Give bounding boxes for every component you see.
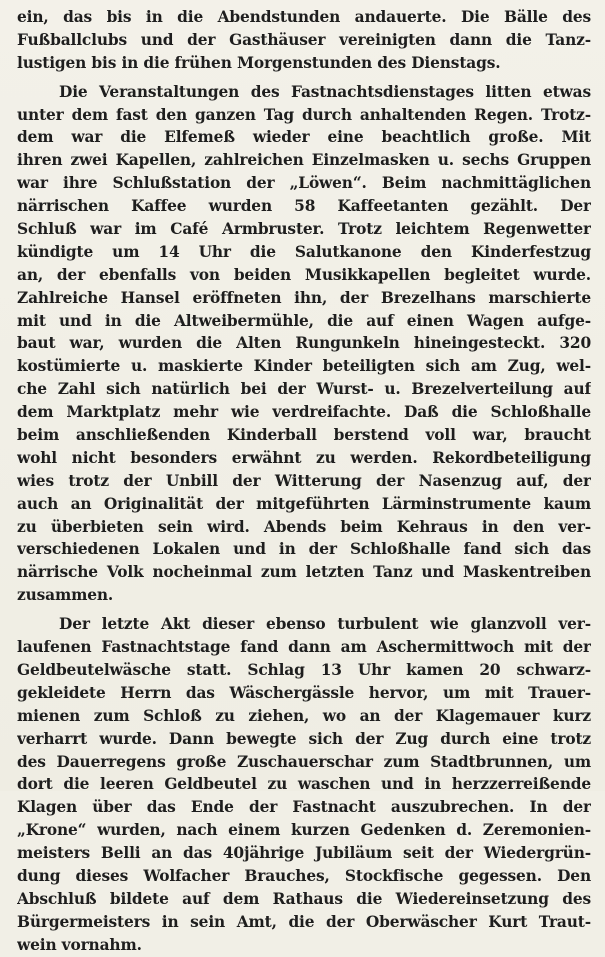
text-line: „Krone“ wurden, nach einem kurzen Gedenken d. Zeremonien- bbox=[17, 821, 591, 840]
text-line: dem Marktplatz mehr wie verdreifachte. Daß die Schloßhalle bbox=[17, 403, 591, 422]
text-line: war ihre Schlußstation der „Löwen“. Beim nachmittäglichen bbox=[17, 174, 591, 193]
text-line: lustigen bis in die frühen Morgenstunden des Dienstags. bbox=[17, 53, 501, 72]
text-line: verharrt wurde. Dann bewegte sich der Zug durch eine trotz bbox=[17, 729, 591, 748]
paragraph-2 bbox=[17, 81, 591, 607]
paragraph-1 bbox=[17, 6, 591, 75]
text-line: auch an Originalität der mitgeführten Lärminstrumente kaum bbox=[17, 494, 591, 513]
text-line: Klagen über das Ende der Fastnacht auszubrechen. In der bbox=[17, 798, 591, 817]
text-line: ein, das bis in die Abendstunden andauerte. Die Bälle des bbox=[17, 8, 591, 26]
text-line: mit und in die Altweibermühle, die auf einen Wagen aufge- bbox=[17, 311, 591, 330]
text-line: zusammen. bbox=[17, 586, 114, 605]
text-line: Geldbeutelwäsche statt. Schlag 13 Uhr kamen 20 schwarz- bbox=[17, 660, 591, 679]
paragraph-3 bbox=[17, 613, 591, 956]
text-line: laufenen Fastnachtstage fand dann am Aschermittwoch mit der bbox=[17, 638, 591, 657]
text-line: Der letzte Akt dieser ebenso turbulent wie glanzvoll ver- bbox=[59, 615, 591, 634]
text-line: Schluß war im Café Armbruster. Trotz leichtem Regenwetter bbox=[17, 220, 591, 239]
text-line: che Zahl sich natürlich bei der Wurst- u. Brezelverteilung auf bbox=[17, 380, 591, 399]
text-line: kostümierte u. maskierte Kinder beteiligten sich am Zug, wel- bbox=[17, 357, 591, 376]
text-line: des Dauerregens große Zuschauerschar zum Stadtbrunnen, um bbox=[17, 752, 591, 771]
text-line: mienen zum Schloß zu ziehen, wo an der Klagemauer kurz bbox=[17, 706, 591, 725]
text-line: Zahlreiche Hansel eröffneten ihn, der Brezelhans marschierte bbox=[17, 288, 591, 307]
text-line: wies trotz der Unbill der Witterung der Nasenzug auf, der bbox=[17, 471, 591, 490]
text-line: gekleidete Herrn das Wäschergässle hervor, um mit Trauer- bbox=[17, 683, 591, 702]
text-line: ihren zwei Kapellen, zahlreichen Einzelmasken u. sechs Gruppen bbox=[17, 151, 591, 170]
text-line: kündigte um 14 Uhr die Salutkanone den Kinderfestzug bbox=[17, 242, 591, 261]
text-line: meisters Belli an das 40jährige Jubiläum seit der Wiedergrün- bbox=[17, 844, 591, 863]
text-line: Die Veranstaltungen des Fastnachtsdienstages litten etwas bbox=[59, 82, 591, 101]
text-line: baut war, wurden die Alten Rungunkeln hineingesteckt. 320 bbox=[17, 334, 591, 353]
text-line: närrische Volk nocheinmal zum letzten Tanz und Maskentreiben bbox=[17, 563, 591, 582]
text-line: wohl nicht besonders erwähnt zu werden. Rekordbeteiligung bbox=[17, 448, 591, 467]
text-line: dort die leeren Geldbeutel zu waschen und in herzzerreißende bbox=[17, 775, 591, 794]
text-line: unter dem fast den ganzen Tag durch anhaltenden Regen. Trotz- bbox=[17, 105, 591, 124]
text-line: beim anschließenden Kinderball berstend voll war, braucht bbox=[17, 426, 591, 445]
text-line: dung dieses Wolfacher Brauches, Stockfische gegessen. Den bbox=[17, 866, 591, 885]
text-line: närrischen Kaffee wurden 58 Kaffeetanten gezählt. Der bbox=[17, 197, 591, 216]
text-line: verschiedenen Lokalen und in der Schloßhalle fand sich das bbox=[17, 540, 591, 559]
text-line: Bürgermeisters in sein Amt, die der Oberwäscher Kurt Traut- bbox=[17, 912, 591, 931]
text-line: an, der ebenfalls von beiden Musikkapellen begleitet wurde. bbox=[17, 265, 591, 284]
text-line: Abschluß bildete auf dem Rathaus die Wiedereinsetzung des bbox=[17, 889, 591, 908]
text-line: zu überbieten sein wird. Abends beim Kehraus in den ver- bbox=[17, 517, 591, 536]
text-line: wein vornahm. bbox=[17, 935, 142, 954]
text-line: dem war die Elfemeß wieder eine beachtlich große. Mit bbox=[17, 128, 591, 147]
text-line: Fußballclubs und der Gasthäuser vereinigten dann die Tanz- bbox=[17, 30, 591, 49]
article-body bbox=[17, 6, 591, 957]
